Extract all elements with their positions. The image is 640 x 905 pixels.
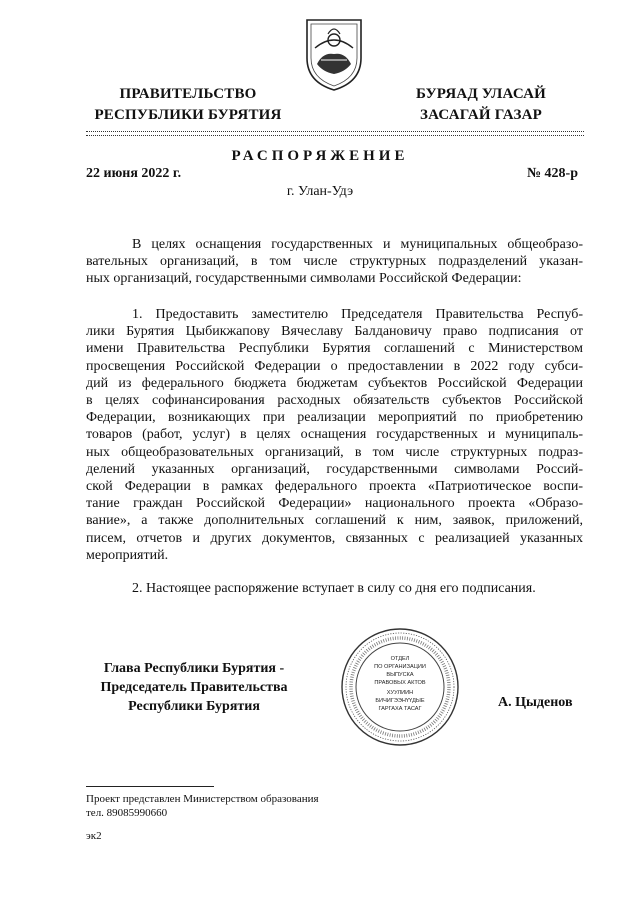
stamp-line: ПРАВОВЫХ АКТОВ xyxy=(374,680,426,686)
header-divider-bottom xyxy=(86,135,584,136)
item-1-paragraph xyxy=(86,306,583,564)
document-date: 22 июня 2022 г. xyxy=(86,166,182,181)
item-1-line: в целях софинансирования расходных обязательств субъектов Российской xyxy=(86,393,583,409)
coat-of-arms-emblem xyxy=(303,14,365,92)
item-2-paragraph xyxy=(86,580,583,597)
stamp-line: ВЫПУСКА xyxy=(386,672,414,678)
intro-line: вательных организаций, в том числе структурных подразделений указан- xyxy=(86,254,583,270)
document-title: РАСПОРЯЖЕНИЕ xyxy=(231,148,409,164)
document-city: г. Улан-Удэ xyxy=(286,184,354,199)
item-1-line: лики Бурятия Цыбикжапову Вячеславу Балдановичу право подписания от xyxy=(86,324,583,340)
stamp-line: ГАРГАХА ТАСАГ xyxy=(378,706,422,712)
stamp-line: ОТДЕЛ xyxy=(390,656,410,662)
stamp-line: БИЧИГЭЭНҮҮДЫЕ xyxy=(375,698,425,704)
signatory-title-line3: Республики Бурятия xyxy=(128,699,260,714)
item-1-line: товаров (работ, услуг) в целях оснащения государственных и муниципаль- xyxy=(86,427,583,443)
item-1-line: имени Правительства Республики Бурятия соглашений с Министерством xyxy=(86,341,583,357)
document-number: № 428-р xyxy=(526,166,578,181)
item-1-line: писем, отчетов и других документов, связанных с реализацией указанных xyxy=(86,530,583,546)
item-1-line: просвещения Российской Федерации о предоставлении в 2022 году субси- xyxy=(86,358,583,374)
intro-line: ных организаций, государственными символами Российской Федерации: xyxy=(86,271,522,287)
footer-code: эк2 xyxy=(86,830,102,842)
item-1-line: ской Федерации в рамках федерального проекта «Патриотическое воспи- xyxy=(86,479,583,495)
item-1-line: вание», а также дополнительных соглашений к ним, заявок, приложений, xyxy=(86,513,583,529)
footer-divider xyxy=(86,786,214,787)
official-seal-stamp xyxy=(339,626,461,748)
item-1-line: дий из федерального бюджета бюджетам субъектов Российской Федерации xyxy=(86,375,583,391)
government-name-ru-line1: ПРАВИТЕЛЬСТВО xyxy=(119,86,257,102)
signatory-title xyxy=(86,659,302,716)
item-1-line: делений указанных организаций, государственными символами Россий- xyxy=(86,461,583,477)
government-name-bua-line2: ЗАСАГАЙ ГАЗАР xyxy=(420,107,542,123)
item-1-line: ных общеобразовательных организаций, в том числе структурных подраз- xyxy=(86,444,583,460)
item-1-line: 1. Предоставить заместителю Председателя Правительства Респуб- xyxy=(132,307,583,322)
government-name-bua xyxy=(396,84,566,126)
signatory-title-line1: Глава Республики Бурятия - xyxy=(103,661,285,676)
government-name-ru-line2: РЕСПУБЛИКИ БУРЯТИЯ xyxy=(94,107,282,123)
intro-line: В целях оснащения государственных и муниципальных общеобразо- xyxy=(132,237,583,252)
item-1-line: тание граждан Российской Федерации» национального проекта «Образо- xyxy=(86,496,583,512)
item-2-line: 2. Настоящее распоряжение вступает в силу со дня его подписания. xyxy=(132,581,536,596)
stamp-line: ХУУЛИИН xyxy=(386,690,414,696)
stamp-line: ПО ОРГАНИЗАЦИИ xyxy=(374,664,426,670)
footer-phone: тел. 89085990660 xyxy=(86,807,168,819)
signatory-name: А. Цыденов xyxy=(498,695,573,710)
intro-paragraph xyxy=(86,236,583,288)
item-1-line: мероприятий. xyxy=(86,547,169,563)
footer-prepared-by: Проект представлен Министерством образования xyxy=(86,793,319,805)
item-1-line: Федерации, возникающих при реализации мероприятий по приобретению xyxy=(86,410,583,426)
signatory-title-line2: Председатель Правительства xyxy=(100,680,288,695)
government-name-ru xyxy=(88,84,288,126)
government-name-bua-line1: БУРЯАД УЛАСАЙ xyxy=(415,86,547,102)
header-divider-top xyxy=(86,131,584,132)
